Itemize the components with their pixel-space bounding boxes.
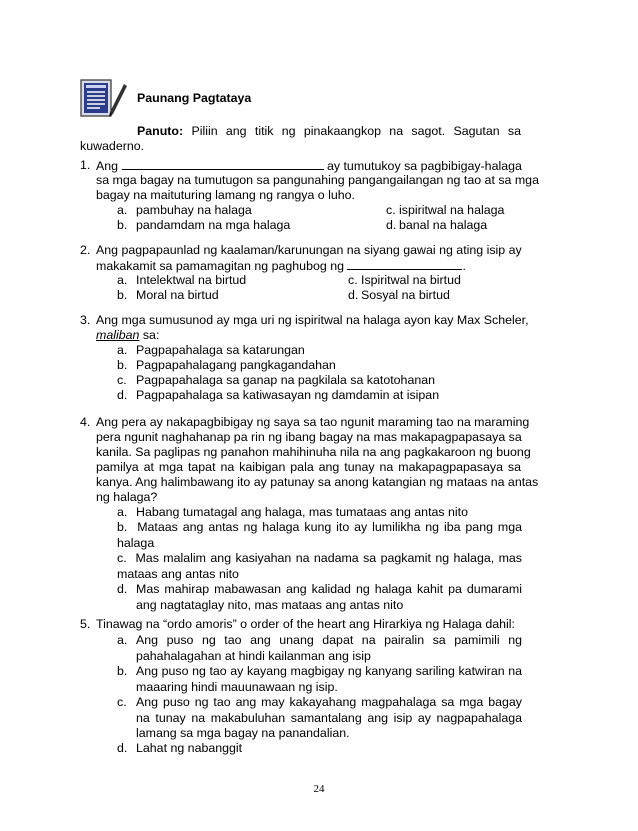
directions-line-2: kuwaderno. — [80, 139, 145, 153]
directions-label: Panuto: — [137, 124, 184, 138]
choice-text: Mas mahirap mabawasan ang kalidad ng halaga kahit pa dumarami ang nagtataglay nito, mas mataas ang antas nito — [136, 582, 522, 612]
question-4-line-2: pera ngunit naghahanap pa rin ng ibang bagay na mas makapagpapasaya sa — [96, 430, 522, 444]
question-2-line-1: Ang pagpapaunlad ng kaalaman/karunungan na siyang gawai ng ating isip ay — [96, 243, 522, 257]
choice-letter: b. — [117, 664, 128, 678]
choice-text: Mas malalim ang kasiyahan na nadama sa pagkamit ng halaga, mas mataas ang antas nito — [117, 551, 522, 581]
question-1-line-1 — [96, 158, 521, 174]
question-1-lead: Ang — [96, 159, 119, 173]
question-4-line-5: kanya. Ang halimbawang ito ay patunay sa anong katangian ng mataas na antas — [96, 475, 539, 489]
question-4-line-4: pamilya at mga tapat na kaibigan pala ang tunay na makapagpapasaya sa — [96, 460, 521, 474]
question-1-text: ay tumutukoy sa pagbibigay-halaga — [326, 159, 522, 173]
question-number: 5. — [80, 617, 91, 631]
directions-line-1 — [137, 124, 521, 139]
choice-letter: c. — [117, 695, 127, 709]
choice-item — [117, 551, 522, 582]
choice-text: ispiritwal na halaga — [399, 203, 505, 217]
choice-letter: c. — [117, 551, 127, 565]
choice-letter: b. — [117, 520, 128, 534]
question-number: 2. — [80, 243, 91, 257]
answer-blank — [122, 158, 324, 170]
choice-text: Ang puso ng tao ay kayang magbigay ng kanyang sariling katwiran na maaaring hindi mauunawaan ng isip. — [136, 664, 522, 694]
question-3-line-2 — [96, 328, 159, 343]
question-2-text: makakamit sa pamamagitan ng paghubog ng — [96, 259, 344, 273]
choice-text: Habang tumatagal ang halaga, mas tumataas ang antas nito — [136, 505, 469, 519]
choice-text: banal na halaga — [399, 218, 488, 232]
choice-text: Pagpapahalaga sa ganap na pagkilala sa katotohanan — [136, 373, 436, 387]
choice-letter: d. — [117, 582, 128, 596]
choice-text: pambuhay na halaga — [136, 203, 252, 217]
question-3-line-1: Ang mga sumusunod ay mga uri ng ispiritwal na halaga ayon kay Max Scheler, — [96, 313, 529, 327]
choice-letter: d. — [348, 288, 359, 302]
choice-text: Ispiritwal na birtud — [361, 273, 461, 287]
choice-letter: d. — [386, 218, 397, 232]
choice-item — [117, 520, 522, 551]
choice-letter: a. — [117, 273, 128, 287]
directions-text: Piliin ang titik ng pinakaangkop na sagot. Sagutan sa — [191, 124, 521, 138]
choice-text: Sosyal na birtud — [361, 288, 450, 302]
choice-text: Pagpapahalaga sa katiwasayan ng damdamin at isipan — [136, 388, 440, 402]
choice-text: Intelektwal na birtud — [136, 273, 247, 287]
choice-letter: a. — [117, 505, 128, 519]
question-2-period: . — [462, 259, 466, 273]
question-number: 1. — [80, 158, 91, 172]
question-3-tail: sa: — [142, 328, 160, 342]
question-number: 4. — [80, 415, 91, 429]
choice-letter: b. — [117, 358, 128, 372]
choice-letter: a. — [117, 633, 128, 647]
choice-text: Pagpapahalaga sa katarungan — [136, 343, 305, 357]
choice-letter: a. — [117, 343, 128, 357]
page-number: 24 — [313, 783, 325, 795]
choice-letter: b. — [117, 288, 128, 302]
choice-letter: c. — [117, 373, 127, 387]
question-2-line-2 — [96, 258, 466, 274]
notepad-pencil-icon — [80, 78, 130, 118]
answer-blank — [347, 258, 462, 270]
choice-letter: c. — [348, 273, 358, 287]
question-5-line-1: Tinawag na “ordo amoris” o order of the heart ang Hirarkiya ng Halaga dahil: — [96, 617, 515, 631]
choice-text: Pagpapahalagang pangkagandahan — [136, 358, 336, 372]
choice-letter: d. — [117, 741, 128, 755]
choice-text: Moral na birtud — [136, 288, 219, 302]
question-4-line-6: ng halaga? — [96, 490, 158, 504]
except-word: maliban — [96, 328, 140, 342]
choice-text: Ang puso ng tao ang may kakayahang magpahalaga sa mga bagay na tunay na makabuluhan samantalang ang isip ay nagpapahalaga lamang sa mga bagay na panandalian. — [136, 695, 522, 740]
choice-text: Ang puso ng tao ang unang dapat na pairalin sa pamimili ng pahahalagahan at hindi kailanman ang isip — [136, 633, 522, 663]
question-1-line-3: bagay na maituturing lamang ng rangya o luho. — [96, 188, 355, 202]
choice-text: pandamdam na mga halaga — [136, 218, 291, 232]
choice-text: Mataas ang antas ng halaga kung ito ay lumilikha ng iba pang mga halaga — [117, 520, 522, 550]
choice-letter: a. — [117, 203, 128, 217]
choice-letter: b. — [117, 218, 128, 232]
question-4-line-1: Ang pera ay nakapagbibigay ng saya sa tao ngunit maraming tao na maraming — [96, 415, 530, 429]
question-4-line-3: kanila. Sa paglipas ng panahon mahihinuha nila na ang pagkakaroon ng buong — [96, 445, 531, 459]
question-number: 3. — [80, 313, 91, 327]
choice-letter: d. — [117, 388, 128, 402]
page-title: Paunang Pagtataya — [137, 91, 252, 105]
choice-letter: c. — [386, 203, 396, 217]
question-1-line-2: sa mga bagay na tumutugon sa pangunahing pangangailangan ng tao at sa mga — [96, 173, 539, 187]
choice-text: Lahat ng nabanggit — [136, 741, 243, 755]
